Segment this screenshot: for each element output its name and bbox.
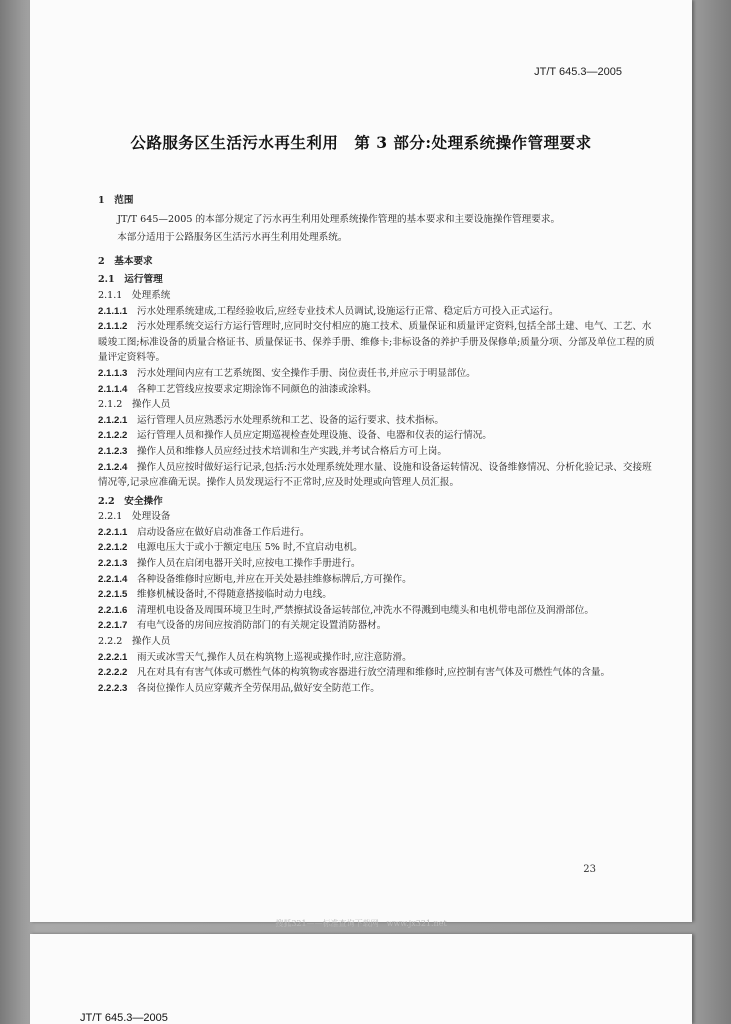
- clause-number: 2.2.2.2: [98, 667, 128, 679]
- clause-item: [98, 603, 658, 619]
- clause-item: [98, 444, 658, 460]
- watermark-text: 搜狐321——标准查询下载网 www.jx321.net: [275, 919, 447, 928]
- clause-number: 2.1.2.3: [98, 445, 128, 457]
- clause-number: 2.1.2.1: [98, 414, 128, 426]
- subsection-heading: 2.1 运行管理: [98, 274, 163, 286]
- section-heading-basic-requirements: 2 基本要求: [98, 255, 153, 267]
- clause-item: [98, 665, 658, 681]
- next-page-standard-code: JT/T 645.3—2005: [80, 1012, 168, 1024]
- clause-item: [98, 618, 658, 634]
- document-page: [30, 0, 692, 928]
- clause-text: 操作人员应按时做好运行记录,包括:污水处理系统处理水量、设施和设备运转情况、设备维修情况、分析化验记录、交接班情况等,记录应准确无误。操作人员发现运行不正常时,应及时处理或向管理人员汇报。: [98, 461, 652, 489]
- document-body: [98, 193, 658, 696]
- clause-item: [98, 540, 658, 556]
- clause-text: 污水处理系统交运行方运行管理时,应同时交付相应的施工技术、质量保证和质量评定资料,包括全部土建、电气、工艺、水暖竣工图;标准设备的质量合格证书、质量保证书、保养手册、维修卡;非标设备的养护手册及保修单;质量分项、分部及单位工程的质量评定资料等。: [98, 321, 655, 364]
- clause-list-b: [98, 413, 658, 491]
- clause-text: 维修机械设备时,不得随意搭接临时动力电线。: [136, 589, 332, 601]
- clause-text: 清理机电设备及周围环境卫生时,严禁擦拭设备运转部位,冲洗水不得溅到电缆头和电机带电部位及润滑部位。: [136, 604, 594, 616]
- clause-text: 雨天或冰雪天气,操作人员在构筑物上巡视或操作时,应注意防滑。: [136, 651, 412, 663]
- clause-number: 2.1.1.4: [98, 383, 128, 395]
- clause-item: [98, 460, 658, 491]
- clause-text: 凡在对具有有害气体或可燃性气体的构筑物或容器进行放空清理和维修时,应控制有害气体及可燃性气体的含量。: [136, 667, 611, 679]
- clause-item: [98, 650, 658, 666]
- subsection-heading: 2.2 安全操作: [98, 495, 163, 507]
- clause-item: [98, 681, 658, 697]
- clause-item: [98, 304, 658, 320]
- clause-number: 2.1.2.2: [98, 430, 128, 442]
- clause-number: 2.1.1.3: [98, 367, 128, 379]
- subsubsection-heading: 2.2.1 处理设备: [98, 511, 171, 523]
- clause-number: 2.1.1.1: [98, 305, 128, 317]
- clause-text: 有电气设备的房间应按消防部门的有关规定设置消防器材。: [136, 620, 387, 632]
- clause-item: [98, 587, 658, 603]
- clause-text: 操作人员在启闭电器开关时,应按电工操作手册进行。: [136, 558, 361, 570]
- clause-item: [98, 413, 658, 429]
- clause-number: 2.2.2.1: [98, 651, 128, 663]
- clause-text: 各岗位操作人员应穿戴齐全劳保用品,做好安全防范工作。: [136, 682, 380, 694]
- subsubsection-heading: 2.1.1 处理系统: [98, 289, 171, 301]
- clause-number: 2.2.1.2: [98, 542, 128, 554]
- clause-number: 2.2.1.5: [98, 589, 128, 601]
- clause-list-d: [98, 650, 658, 697]
- scope-paragraph-1: JT/T 645—2005 的本部分规定了污水再生利用处理系统操作管理的基本要求和主要设施操作管理要求。: [117, 213, 561, 225]
- clause-number: 2.1.1.2: [98, 321, 128, 333]
- clause-number: 2.2.1.7: [98, 620, 128, 632]
- clause-number: 2.2.1.1: [98, 526, 128, 538]
- clause-text: 污水处理系统建成,工程经验收后,应经专业技术人员调试,设施运行正常、稳定后方可投入正式运行。: [136, 305, 559, 317]
- clause-item: [98, 525, 658, 541]
- next-document-page: [30, 934, 692, 1024]
- clause-list-a: [98, 304, 658, 398]
- clause-text: 操作人员和维修人员应经过技术培训和生产实践,并考试合格后方可上岗。: [136, 445, 447, 457]
- section-heading-scope: 1 范围: [98, 195, 134, 206]
- subsubsection-heading: 2.1.2 操作人员: [98, 399, 171, 411]
- subsubsection-heading: 2.2.2 操作人员: [98, 636, 171, 648]
- clause-item: [98, 556, 658, 572]
- clause-item: [98, 319, 658, 366]
- clause-text: 各种设备维修时应断电,并应在开关处悬挂维修标牌后,方可操作。: [136, 573, 412, 585]
- clause-text: 运行管理人员应熟悉污水处理系统和工艺、设备的运行要求、技术指标。: [136, 414, 444, 426]
- page-number: 23: [583, 864, 596, 875]
- clause-number: 2.1.2.4: [98, 461, 128, 473]
- clause-text: 运行管理人员和操作人员应定期巡视检查处理设施、设备、电器和仪表的运行情况。: [136, 430, 492, 442]
- clause-item: [98, 572, 658, 588]
- clause-text: 启动设备应在做好启动准备工作后进行。: [136, 526, 310, 538]
- clause-number: 2.2.1.6: [98, 604, 128, 616]
- header-standard-code: JT/T 645.3—2005: [534, 66, 622, 78]
- clause-item: [98, 382, 658, 398]
- clause-number: 2.2.1.3: [98, 558, 128, 570]
- clause-text: 污水处理间内应有工艺系统图、安全操作手册、岗位责任书,并应示于明显部位。: [136, 367, 476, 379]
- clause-list-c: [98, 525, 658, 634]
- clause-number: 2.2.1.4: [98, 573, 128, 585]
- scope-paragraph-2: 本部分适用于公路服务区生活污水再生利用处理系统。: [117, 232, 348, 244]
- clause-text: 各种工艺管线应按要求定期涂饰不同颜色的油漆或涂料。: [136, 383, 377, 395]
- clause-number: 2.2.2.3: [98, 682, 128, 694]
- page-title: 公路服务区生活污水再生利用 第 3 部分:处理系统操作管理要求: [130, 133, 592, 152]
- clause-text: 电源电压大于或小于额定电压 5% 时,不宜启动电机。: [136, 542, 363, 554]
- clause-item: [98, 428, 658, 444]
- clause-item: [98, 366, 658, 382]
